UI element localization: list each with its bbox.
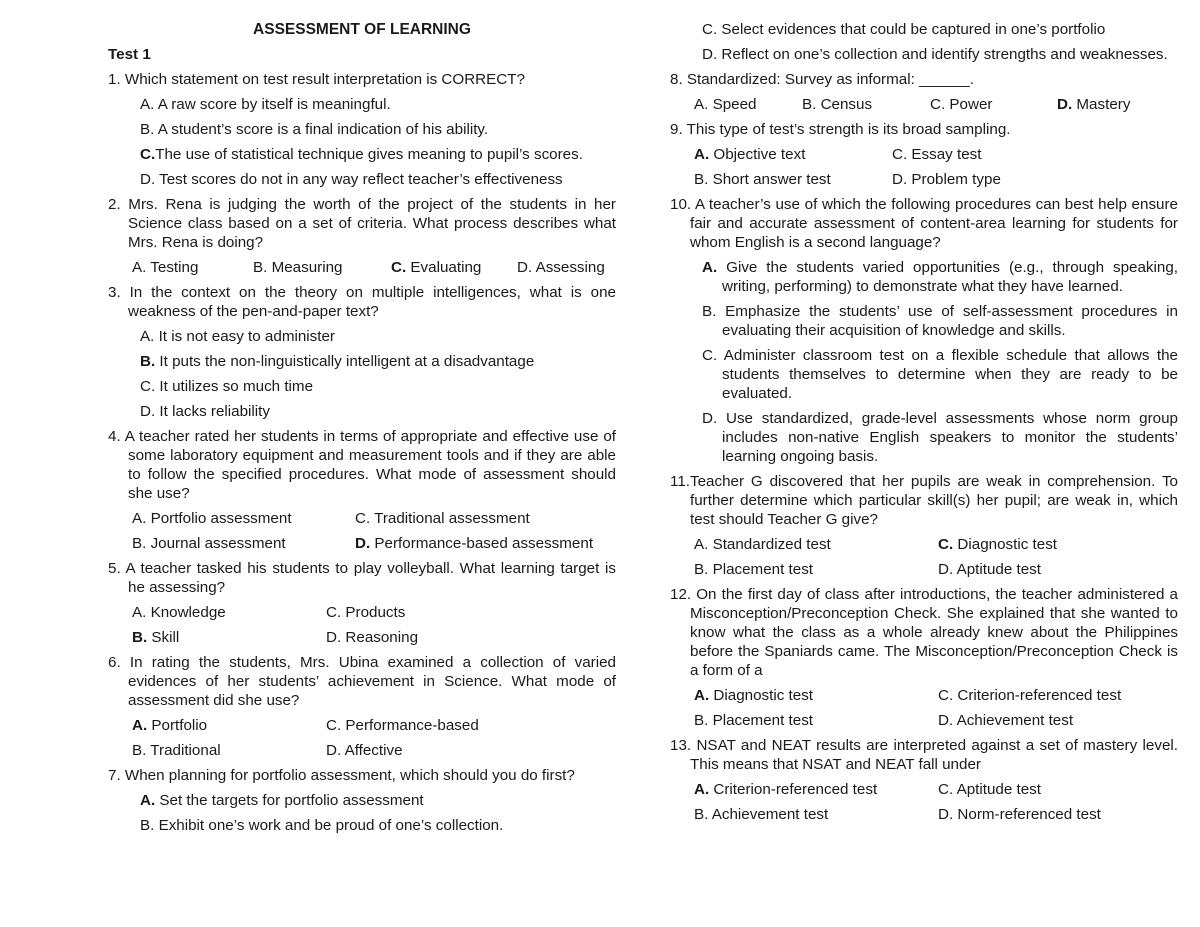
question-2-stem: 2. Mrs. Rena is judging the worth of the project of the students in her Science class based on a set of criteria. What process describes what Mrs. Rena is doing? xyxy=(108,196,616,251)
option-text: Diagnostic test xyxy=(709,687,814,704)
question-13-option-d: D. Norm-referenced test xyxy=(938,806,1101,823)
question-12-option-d: D. Achievement test xyxy=(938,712,1074,729)
option-text: Criterion-referenced test xyxy=(709,781,878,798)
question-3-option-c: C. It utilizes so much time xyxy=(140,378,314,395)
question-12-option-b: B. Placement test xyxy=(694,712,814,729)
answer-letter: B. xyxy=(132,629,148,646)
question-7-option-b: B. Exhibit one’s work and be proud of one’s collection. xyxy=(140,817,504,834)
right-column xyxy=(670,20,1178,830)
question-12-options-row-1 xyxy=(694,686,1178,711)
question-5-options-row-2 xyxy=(132,628,616,653)
question-5-option-c: C. Products xyxy=(326,604,406,621)
question-12-stem: 12. On the first day of class after introductions, the teacher administered a Misconception/Preconception Check. She explained that she wanted to know what the class as a whole already knew about the Philippines before the Spaniards came. The Misconception/Preconception Check is a form of a xyxy=(670,586,1178,679)
question-3-option-d: D. It lacks reliability xyxy=(140,403,270,420)
question-8-option-b: B. Census xyxy=(802,96,873,113)
question-5-option-a: A. Knowledge xyxy=(132,604,226,621)
question-8-option-d xyxy=(1057,95,1178,120)
question-7-stem: 7. When planning for portfolio assessment, which should you do first? xyxy=(108,767,575,784)
question-3-stem: 3. In the context on the theory on multiple intelligences, what is one weakness of the pen-and-paper text? xyxy=(108,284,616,320)
question-11-option-d: D. Aptitude test xyxy=(938,561,1041,578)
question-10-option-a xyxy=(697,258,1178,296)
question-13-option-a xyxy=(694,780,938,805)
question-1-stem: 1. Which statement on test result interpretation is CORRECT? xyxy=(108,71,525,88)
option-text: Objective text xyxy=(709,146,806,163)
answer-letter: C. xyxy=(391,259,407,276)
question-4-option-b: B. Journal assessment xyxy=(132,535,286,552)
question-10-option-d: D. Use standardized, grade-level assessments whose norm group includes non-native English speakers to monitor the students’ learning ongoing basis. xyxy=(702,410,1178,465)
question-10-option-b: B. Emphasize the students’ use of self-assessment procedures in evaluating their acquisition of knowledge and skills. xyxy=(702,303,1178,339)
test-heading: Test 1 xyxy=(108,46,151,63)
answer-letter: C. xyxy=(140,146,156,163)
question-11-stem: 11.Teacher G discovered that her pupils are weak in comprehension. To further determine which particular skill(s) her pupil; are weak in, which test should Teacher G give? xyxy=(670,473,1178,528)
question-9-option-a xyxy=(694,145,892,170)
question-4-option-a: A. Portfolio assessment xyxy=(132,510,292,527)
question-5-stem: 5. A teacher tasked his students to play volleyball. What learning target is he assessing? xyxy=(108,560,616,596)
question-6-option-b: B. Traditional xyxy=(132,742,221,759)
option-text: Skill xyxy=(147,629,180,646)
answer-letter: A. xyxy=(140,792,156,809)
question-7-option-a xyxy=(135,791,616,810)
question-5-option-b xyxy=(132,628,326,653)
question-4-options-row-2 xyxy=(132,534,616,559)
question-2-option-b: B. Measuring xyxy=(253,259,343,276)
question-2-option-d: D. Assessing xyxy=(517,259,605,276)
question-1-option-d: D. Test scores do not in any way reflect teacher’s effectiveness xyxy=(140,171,563,188)
option-text: Performance-based assessment xyxy=(370,535,594,552)
question-3-option-b xyxy=(135,352,616,371)
answer-letter: D. xyxy=(1057,96,1073,113)
option-text: The use of statistical technique gives meaning to pupil’s scores. xyxy=(155,146,583,163)
question-11-option-b: B. Placement test xyxy=(694,561,814,578)
question-6-option-c: C. Performance-based xyxy=(326,717,479,734)
answer-letter: C. xyxy=(938,536,954,553)
question-6-option-a xyxy=(132,716,326,741)
question-8-option-a: A. Speed xyxy=(694,96,757,113)
answer-letter: A. xyxy=(694,687,710,704)
question-2-options xyxy=(132,258,616,283)
question-9-options-row-1 xyxy=(694,145,1178,170)
question-7-option-c: C. Select evidences that could be captured in one’s portfolio xyxy=(702,21,1106,38)
question-12-option-c: C. Criterion-referenced test xyxy=(938,687,1122,704)
question-10-stem: 10. A teacher’s use of which the following procedures can best help ensure fair and accurate assessment of content-area learning for students for whom English is a second language? xyxy=(670,196,1178,251)
question-13-option-b: B. Achievement test xyxy=(694,806,829,823)
question-6-option-d: D. Affective xyxy=(326,742,403,759)
question-2-option-c xyxy=(391,258,517,283)
question-11-options-row-1 xyxy=(694,535,1178,560)
question-13-option-c: C. Aptitude test xyxy=(938,781,1041,798)
answer-letter: A. xyxy=(694,781,710,798)
question-8-option-c: C. Power xyxy=(930,96,993,113)
question-1-option-a: A. A raw score by itself is meaningful. xyxy=(140,96,391,113)
question-6-stem: 6. In rating the students, Mrs. Ubina examined a collection of varied evidences of her students’ achievement in Science. What mode of assessment did she use? xyxy=(108,654,616,709)
question-13-options-row-1 xyxy=(694,780,1178,805)
question-5-option-d: D. Reasoning xyxy=(326,629,419,646)
question-4-option-c: C. Traditional assessment xyxy=(355,510,530,527)
question-11-options-row-2 xyxy=(694,560,1178,585)
question-10-option-c: C. Administer classroom test on a flexible schedule that allows the students themselves to determine when they are ready to be evaluated. xyxy=(702,347,1178,402)
page-title: ASSESSMENT OF LEARNING xyxy=(253,21,471,38)
question-6-options-row-2 xyxy=(132,741,616,766)
answer-letter: B. xyxy=(140,353,156,370)
question-9-options-row-2 xyxy=(694,170,1178,195)
option-text: Mastery xyxy=(1072,96,1131,113)
question-5-options-row-1 xyxy=(132,603,616,628)
option-text: Diagnostic test xyxy=(953,536,1058,553)
question-1-option-c xyxy=(135,145,616,164)
question-9-option-c: C. Essay test xyxy=(892,146,982,163)
question-13-options-row-2 xyxy=(694,805,1178,830)
question-12-option-a xyxy=(694,686,938,711)
option-text: Portfolio xyxy=(147,717,208,734)
question-1-option-b: B. A student’s score is a final indication of his ability. xyxy=(140,121,489,138)
question-12-options-row-2 xyxy=(694,711,1178,736)
question-11-option-a: A. Standardized test xyxy=(694,536,831,553)
question-6-options-row-1 xyxy=(132,716,616,741)
option-text: Give the students varied opportunities (e.g., through speaking, writing, performing) to demonstrate what they have learned. xyxy=(717,259,1178,295)
question-4-option-d xyxy=(355,534,616,559)
question-2-option-a: A. Testing xyxy=(132,259,199,276)
answer-letter: A. xyxy=(132,717,148,734)
question-9-option-b: B. Short answer test xyxy=(694,171,831,188)
question-7-option-d: D. Reflect on one’s collection and identify strengths and weaknesses. xyxy=(702,46,1168,63)
answer-letter: D. xyxy=(355,535,371,552)
question-8-stem: 8. Standardized: Survey as informal: ______. xyxy=(670,71,974,88)
answer-letter: A. xyxy=(694,146,710,163)
option-text: It puts the non-linguistically intelligent at a disadvantage xyxy=(155,353,535,370)
left-column xyxy=(108,20,616,841)
question-3-option-a: A. It is not easy to administer xyxy=(140,328,335,345)
question-4-options-row-1 xyxy=(132,509,616,534)
question-13-stem: 13. NSAT and NEAT results are interpreted against a set of mastery level. This means that NSAT and NEAT fall under xyxy=(670,737,1178,773)
option-text: Set the targets for portfolio assessment xyxy=(155,792,424,809)
question-8-options xyxy=(694,95,1178,120)
option-text: Evaluating xyxy=(406,259,482,276)
answer-letter: A. xyxy=(702,259,718,276)
question-9-stem: 9. This type of test’s strength is its broad sampling. xyxy=(670,121,1011,138)
question-11-option-c xyxy=(938,535,1178,560)
question-9-option-d: D. Problem type xyxy=(892,171,1001,188)
question-4-stem: 4. A teacher rated her students in terms of appropriate and effective use of some laboratory equipment and measurement tools and if they are able to follow the specified procedures. What mode of assessment should she use? xyxy=(108,428,616,502)
